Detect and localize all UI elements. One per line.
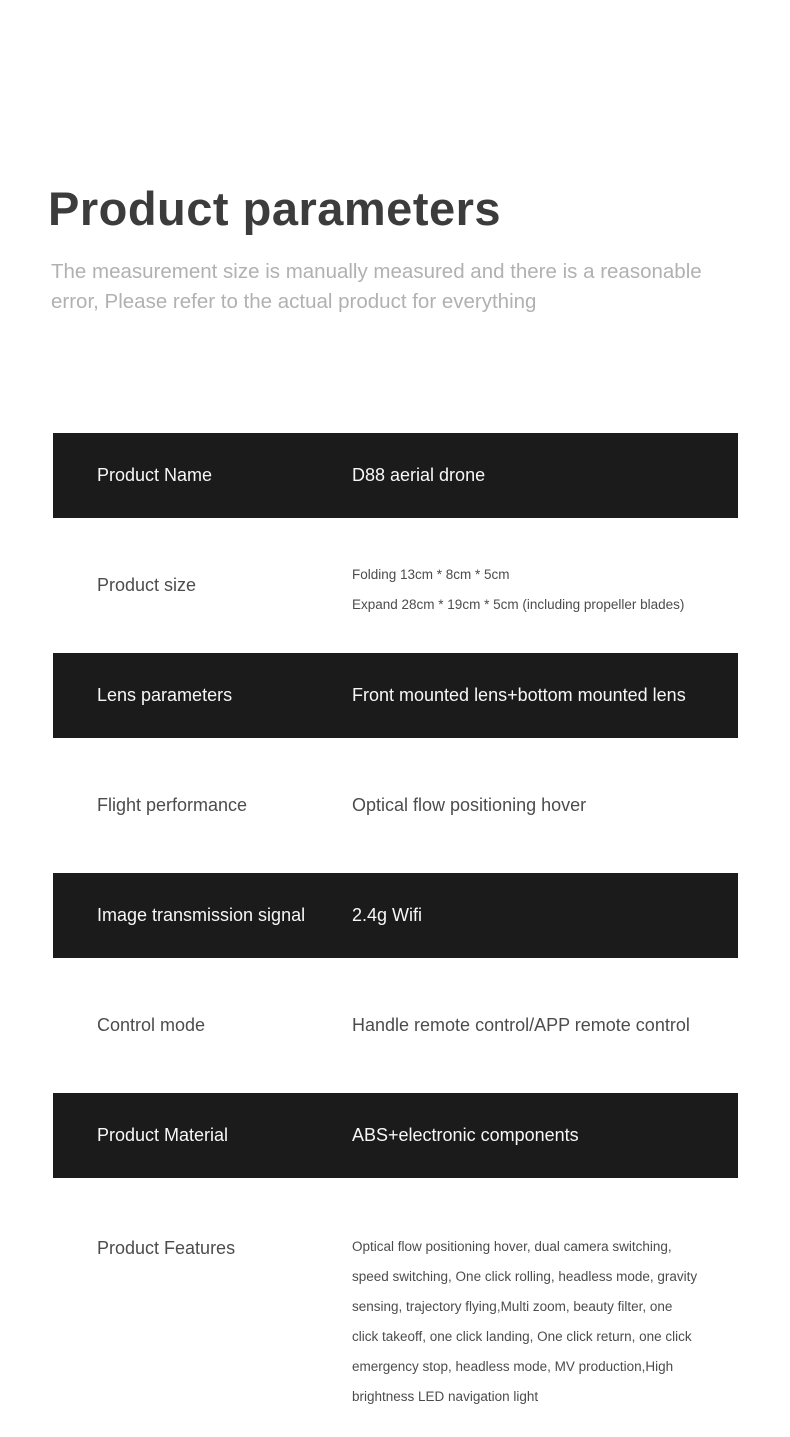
param-value-line: speed switching, One click rolling, headless mode, gravity — [352, 1269, 698, 1284]
product-parameters-table — [53, 433, 738, 1437]
param-value-line: emergency stop, headless mode, MV production,High — [352, 1359, 674, 1374]
param-label: Product size — [97, 575, 197, 595]
param-value: ABS+electronic components — [352, 1125, 579, 1145]
param-row-product-name — [53, 433, 738, 518]
param-value: 2.4g Wifi — [352, 905, 423, 925]
param-value-line: Optical flow positioning hover, dual camera switching, — [352, 1239, 672, 1254]
param-row-flight-performance — [53, 738, 738, 873]
param-value-line: click takeoff, one click landing, One click return, one click — [352, 1329, 692, 1344]
param-label: Product Material — [97, 1125, 229, 1145]
page-title: Product parameters — [48, 182, 502, 236]
param-label: Product Features — [97, 1238, 236, 1258]
param-row-lens-parameters — [53, 653, 738, 738]
param-row-control-mode — [53, 958, 738, 1093]
param-value-line: Expand 28cm * 19cm * 5cm (including propeller blades) — [352, 596, 685, 612]
param-label: Lens parameters — [97, 685, 233, 705]
param-value — [352, 552, 684, 620]
param-value: Handle remote control/APP remote control — [352, 1015, 690, 1035]
param-value-line: sensing, trajectory flying,Multi zoom, beauty filter, one — [352, 1299, 673, 1314]
param-value-line: brightness LED navigation light — [352, 1389, 539, 1404]
param-value: D88 aerial drone — [352, 465, 486, 485]
param-value-line: Folding 13cm * 8cm * 5cm — [352, 566, 510, 582]
param-label: Image transmission signal — [97, 905, 306, 925]
param-label: Flight performance — [97, 795, 248, 815]
param-row-product-material — [53, 1093, 738, 1178]
param-label: Control mode — [97, 1015, 206, 1035]
param-value: Front mounted lens+bottom mounted lens — [352, 685, 686, 705]
param-row-product-size — [53, 518, 738, 653]
param-row-image-transmission-signal — [53, 873, 738, 958]
param-row-product-features — [53, 1178, 738, 1437]
param-value — [352, 1178, 697, 1412]
page-subtitle: The measurement size is manually measured and there is a reasonable error, Please refer to the actual product for everything — [51, 259, 702, 313]
param-label: Product Name — [97, 465, 213, 485]
param-value: Optical flow positioning hover — [352, 795, 587, 815]
